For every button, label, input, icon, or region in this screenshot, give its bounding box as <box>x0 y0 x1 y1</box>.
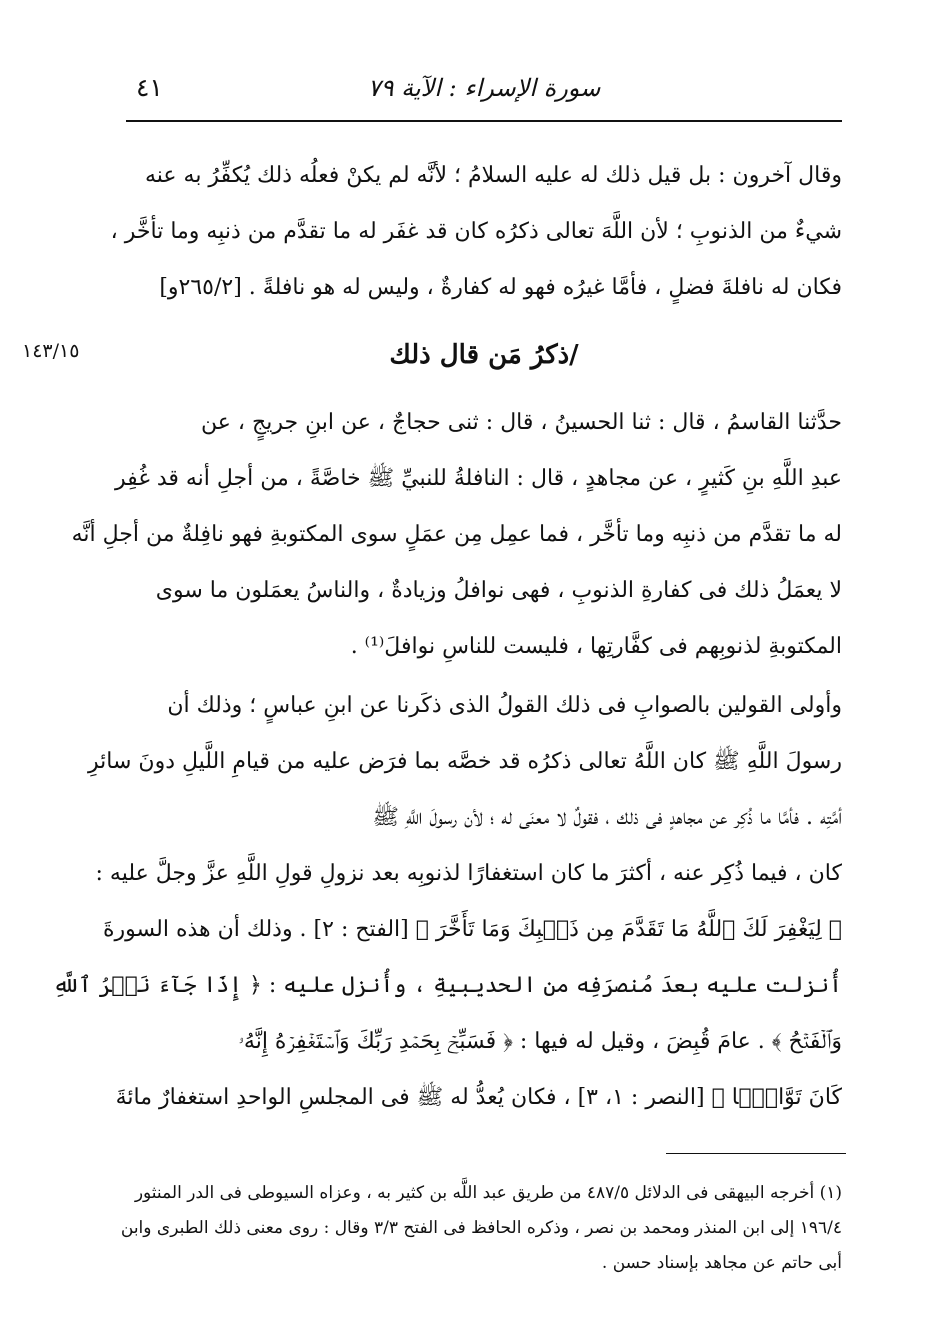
paragraph-line: أمَّتِه . فأمَّا ما ذُكِر عن مجاهدٍ فى ذلك ، فقولٌ لا معنَى له ؛ لأن رسولَ اللَّهِ ﷺ <box>372 805 842 830</box>
paragraph-line: عبدِ اللَّهِ بنِ كَثيرٍ ، عن مجاهدٍ ، قال : النافلةُ للنبيِّ ﷺ خاصَّةً ، من أجلِ أنه قد غُفِر <box>115 466 842 491</box>
footnote-line: (١) أخرجه البيهقى فى الدلائل ٤٨٧/٥ من طريق عبد اللَّه بن كثير به ، وعزاه السيوطى فى الدر المنثور <box>134 1183 842 1203</box>
paragraph-2 <box>71 395 842 675</box>
footnote-line: ١٩٦/٤ إلى ابن المنذر ومحمد بن نصر ، وذكره الحافظ فى الفتح ٣/٣ وقال : روى معنى ذلك الطبرى وابن <box>120 1218 842 1238</box>
paragraph-line: شيءٌ من الذنوبِ ؛ لأن اللَّهَ تعالى ذكرُه كان قد غفَر له ما تقدَّم من ذنبِه وما تأخَّر ، <box>110 219 842 244</box>
footnote-separator <box>666 1153 846 1154</box>
paragraph-line: كَانَ تَوَّابَۢا ﴾ [النصر : ١، ٣] ، فكان يُعدُّ له ﷺ فى المجلسِ الواحدِ استغفارٌ مائةَ <box>115 1085 842 1110</box>
page-header <box>126 68 842 112</box>
running-title: سورة الإسراء : الآية ٧٩ <box>367 74 601 102</box>
paragraph-line: وَٱلۡفَتۡحُ ﴾ . عامَ قُبِضَ ، وقيل له فيها : ﴿ فَسَبِّحۡ بِحَمۡدِ رَبِّكَ وَٱسۡتَغۡفِرۡهُ إِنَّهُۥ <box>238 1029 842 1054</box>
header-rule <box>126 120 842 122</box>
footnote-line: أبى حاتم عن مجاهد بإسناد حسن . <box>601 1253 842 1273</box>
paragraph-1 <box>110 148 842 316</box>
paragraph-line: لا يعمَلُ ذلك فى كفارةِ الذنوبِ ، فهى نوافلُ وزيادةٌ ، والناسُ يعمَلون ما سوى <box>155 578 842 603</box>
paragraph-line: له ما تقدَّم من ذنبِه وما تأخَّر ، فما عمِل مِن عمَلٍ سوى المكتوبةِ فهو نافِلةٌ من أجلِ أنَّه <box>71 522 842 547</box>
paragraph-line: وأولى القولين بالصوابِ فى ذلك القولُ الذى ذكَرنا عن ابنِ عباسٍ ؛ وذلك أن <box>167 693 842 718</box>
paragraph-line: المكتوبةِ لذنوبِهم فى كفَّارتِها ، فليست للناسِ نوافلَ⁽¹⁾ . <box>350 634 842 659</box>
paragraph-line: رسولَ اللَّهِ ﷺ كان اللَّهُ تعالى ذكرُه قد خصَّه بما فرَض عليه من قيامِ اللَّيلِ دونَ سائرِ <box>88 749 842 774</box>
paragraph-line: وقال آخرون : بل قيل ذلك له عليه السلامُ ؛ لأنَّه لم يكنْ فعلُه ذلك يُكفِّرُ به عنه <box>144 163 842 188</box>
paragraph-line: حدَّثنا القاسمُ ، قال : ثنا الحسينُ ، قال : ثنى حجاجٌ ، عن ابنِ جريجٍ ، عن <box>201 410 842 435</box>
paragraph-3 <box>52 678 842 1126</box>
paragraph-line: فكان له نافلةَ فضلٍ ، فأمَّا غيرُه فهو له كفارةٌ ، وليس له هو نافلةً . [٢٦٥/٢و] <box>159 275 842 300</box>
page-number: ٤١ <box>136 73 163 102</box>
paragraph-line: ﴿ لِيَغْفِرَ لَكَ ٱللَّهُ مَا تَقَدَّمَ مِن ذَنۢبِكَ وَمَا تَأَخَّرَ ﴾ [الفتح : ٢] . وذلك أن هذه السورةَ <box>103 917 842 942</box>
paragraph-line: أُنزلت عليه بعدَ مُنصرَفِه من الحديبيةِ ، وأُنزل عليه : ﴿ إِذَا جَآءَ نَصۡرُ ٱللَّهِ <box>52 973 842 998</box>
footnote <box>120 1176 842 1281</box>
section-heading: /ذكرُ مَن قال ذلك <box>389 340 579 370</box>
margin-reference: ١٤٣/١٥ <box>22 340 80 362</box>
paragraph-line: كان ، فيما ذُكِر عنه ، أكثرَ ما كان استغفارًا لذنوبِه بعد نزولِ قولِ اللَّهِ عزَّ وجلَّ عليه : <box>95 861 842 886</box>
